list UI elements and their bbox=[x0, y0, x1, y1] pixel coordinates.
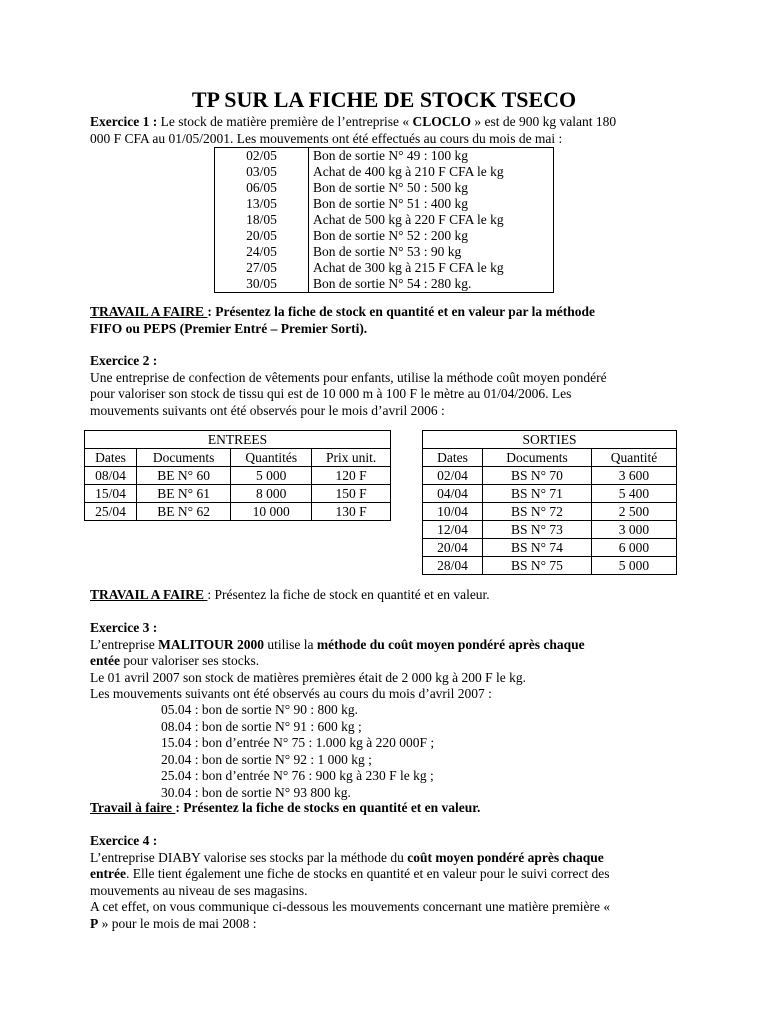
exercise-3-intro: Exercice 3 : L’entreprise MALITOUR 2000 utilise la méthode du coût moyen pondéré après chaque entée pour valoriser ses stocks. Le 01 avril 2007 son stock de matières premières était de 2 000 kg à 200 F le kg. Les mouvements suivants ont été observés au cours du mois d’avril 2007 : bbox=[90, 620, 585, 701]
sorties-cell: 2 500 bbox=[591, 503, 676, 521]
movement-row bbox=[215, 228, 554, 244]
movement-row bbox=[215, 212, 554, 228]
sorties-column-header: Quantité bbox=[591, 449, 676, 467]
movement-operation: Bon de sortie N° 54 : 280 kg. bbox=[309, 276, 554, 293]
movement-operation: Bon de sortie N° 53 : 90 kg bbox=[309, 244, 554, 260]
sorties-cell: 20/04 bbox=[423, 539, 483, 557]
sorties-cell: 28/04 bbox=[423, 557, 483, 575]
movement-line: 30.04 : bon de sortie N° 93 800 kg. bbox=[161, 784, 351, 800]
exercise-1-line-1: Exercice 1 : Le stock de matière première de l’entreprise « CLOCLO » est de 900 kg valant 180 bbox=[90, 114, 617, 129]
sorties-cell: BS N° 72 bbox=[483, 503, 592, 521]
movement-line: 15.04 : bon d’entrée N° 75 : 1.000 kg à 220 000F ; bbox=[161, 735, 435, 750]
sorties-cell: 04/04 bbox=[423, 485, 483, 503]
movement-operation: Bon de sortie N° 52 : 200 kg bbox=[309, 228, 554, 244]
movement-row bbox=[215, 276, 554, 293]
sorties-column-header: Dates bbox=[423, 449, 483, 467]
task-label: TRAVAIL A FAIRE bbox=[90, 304, 208, 319]
movement-line: 25.04 : bon d’entrée N° 76 : 900 kg à 230 F le kg ; bbox=[161, 768, 434, 783]
entrees-row bbox=[85, 467, 391, 485]
sorties-row bbox=[423, 485, 677, 503]
exercise-3-task: Travail à faire : Présentez la fiche de stocks en quantité et en valeur. bbox=[90, 800, 481, 815]
sorties-row bbox=[423, 539, 677, 557]
sorties-row bbox=[423, 521, 677, 539]
entrees-table bbox=[84, 430, 391, 521]
movement-operation: Achat de 400 kg à 210 F CFA le kg bbox=[309, 164, 554, 180]
sorties-cell: 5 000 bbox=[591, 557, 676, 575]
movement-date: 30/05 bbox=[215, 276, 309, 293]
movement-row bbox=[215, 148, 554, 165]
movement-date: 03/05 bbox=[215, 164, 309, 180]
entrees-cell: 130 F bbox=[312, 503, 391, 521]
exercise-1-line-2: 000 F CFA au 01/05/2001. Les mouvements ont été effectués au cours du mois de mai : bbox=[90, 130, 563, 146]
movement-line: 08.04 : bon de sortie N° 91 : 600 kg ; bbox=[161, 718, 362, 734]
sorties-cell: BS N° 75 bbox=[483, 557, 592, 575]
entrees-cell: BE N° 61 bbox=[136, 485, 230, 503]
entrees-cell: BE N° 60 bbox=[136, 467, 230, 485]
sorties-cell: 10/04 bbox=[423, 503, 483, 521]
sorties-cell: 3 600 bbox=[591, 467, 676, 485]
exercise-3-label: Exercice 3 : bbox=[90, 620, 158, 635]
movement-operation: Achat de 500 kg à 220 F CFA le kg bbox=[309, 212, 554, 228]
exercise-1-movements-table bbox=[214, 147, 554, 293]
sorties-cell: BS N° 70 bbox=[483, 467, 592, 485]
sorties-row bbox=[423, 503, 677, 521]
sorties-cell: 3 000 bbox=[591, 521, 676, 539]
movement-line: 05.04 : bon de sortie N° 90 : 800 kg. bbox=[161, 702, 359, 717]
movement-row bbox=[215, 196, 554, 212]
page-title: TP SUR LA FICHE DE STOCK TSECO bbox=[191, 87, 577, 112]
sorties-cell: 5 400 bbox=[591, 485, 676, 503]
sorties-cell: BS N° 71 bbox=[483, 485, 592, 503]
movement-date: 02/05 bbox=[215, 148, 309, 165]
movement-operation: Bon de sortie N° 50 : 500 kg bbox=[309, 180, 554, 196]
entrees-cell: 25/04 bbox=[85, 503, 137, 521]
exercise-3-movements bbox=[161, 702, 434, 801]
movement-row bbox=[215, 180, 554, 196]
exercise-2-intro: Exercice 2 : Une entreprise de confection de vêtements pour enfants, utilise la méthode coût moyen pondéré pour valoriser son stock de tissu qui est de 10 000 m à 100 F le mètre au 01/04/2006. Les mouvements suivants ont été observés pour le mois d’avril 2006 : bbox=[90, 353, 607, 418]
movement-date: 06/05 bbox=[215, 180, 309, 196]
movement-operation: Bon de sortie N° 49 : 100 kg bbox=[309, 148, 554, 165]
sorties-row bbox=[423, 557, 677, 575]
exercise-1-task: TRAVAIL A FAIRE : Présentez la fiche de stock en quantité et en valeur par la méthode FIFO ou PEPS (Premier Entré – Premier Sorti). bbox=[90, 304, 595, 336]
entrees-column-header: Dates bbox=[85, 449, 137, 467]
exercise-4-intro: Exercice 4 : L’entreprise DIABY valorise ses stocks par la méthode du coût moyen pondéré après chaque entrée. Elle tient également une fiche de stocks en quantité et en valeur pour le suivi correct des mouvements au niveau de ses magasins. A cet effet, on vous communique ci-dessous les mouvements concernant une matière première « P » pour le mois de mai 2008 : bbox=[90, 833, 611, 931]
sorties-cell: 02/04 bbox=[423, 467, 483, 485]
exercise-1-label: Exercice 1 : bbox=[90, 114, 158, 129]
entrees-column-header: Documents bbox=[136, 449, 230, 467]
sorties-cell: BS N° 73 bbox=[483, 521, 592, 539]
sorties-table bbox=[422, 430, 677, 575]
entrees-row bbox=[85, 485, 391, 503]
movement-line: 20.04 : bon de sortie N° 92 : 1 000 kg ; bbox=[161, 751, 372, 767]
entrees-cell: 8 000 bbox=[231, 485, 312, 503]
movement-operation: Bon de sortie N° 51 : 400 kg bbox=[309, 196, 554, 212]
entrees-title: ENTREES bbox=[85, 431, 391, 449]
movement-row bbox=[215, 244, 554, 260]
entrees-cell: 150 F bbox=[312, 485, 391, 503]
entrees-cell: 08/04 bbox=[85, 467, 137, 485]
entrees-row bbox=[85, 503, 391, 521]
entrees-cell: 10 000 bbox=[231, 503, 312, 521]
entrees-column-header: Quantités bbox=[231, 449, 312, 467]
sorties-cell: 12/04 bbox=[423, 521, 483, 539]
movement-date: 13/05 bbox=[215, 196, 309, 212]
exercise-4-label: Exercice 4 : bbox=[90, 833, 158, 848]
sorties-column-header: Documents bbox=[483, 449, 592, 467]
entrees-column-header: Prix unit. bbox=[312, 449, 391, 467]
sorties-title: SORTIES bbox=[423, 431, 677, 449]
movement-row bbox=[215, 260, 554, 276]
sorties-cell: 6 000 bbox=[591, 539, 676, 557]
entrees-cell: 5 000 bbox=[231, 467, 312, 485]
exercise-1-intro bbox=[90, 114, 690, 147]
movement-date: 20/05 bbox=[215, 228, 309, 244]
sorties-cell: BS N° 74 bbox=[483, 539, 592, 557]
movement-date: 18/05 bbox=[215, 212, 309, 228]
entrees-cell: 120 F bbox=[312, 467, 391, 485]
movement-row bbox=[215, 164, 554, 180]
exercise-2-task: TRAVAIL A FAIRE : Présentez la fiche de stock en quantité et en valeur. bbox=[90, 587, 490, 602]
exercise-2-label: Exercice 2 : bbox=[90, 353, 158, 368]
movement-date: 24/05 bbox=[215, 244, 309, 260]
entrees-cell: 15/04 bbox=[85, 485, 137, 503]
movement-date: 27/05 bbox=[215, 260, 309, 276]
sorties-row bbox=[423, 467, 677, 485]
entrees-cell: BE N° 62 bbox=[136, 503, 230, 521]
movement-operation: Achat de 300 kg à 215 F CFA le kg bbox=[309, 260, 554, 276]
